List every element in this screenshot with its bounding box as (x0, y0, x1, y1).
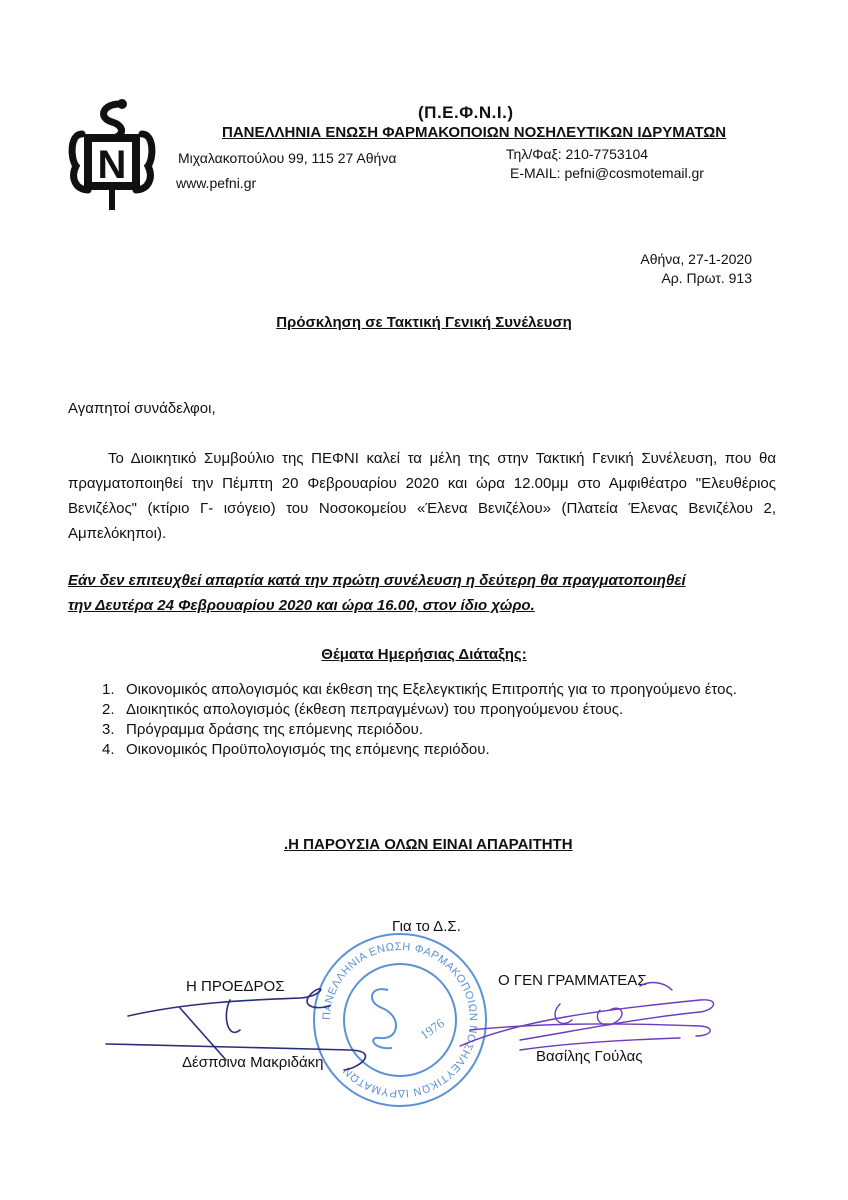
org-name: ΠΑΝΕΛΛΗΝΙΑ ΕΝΩΣΗ ΦΑΡΜΑΚΟΠΟΙΩΝ ΝΟΣΗΛΕΥΤΙΚΩΝ ΙΔΡΥΜΑΤΩΝ (222, 124, 727, 141)
agenda-item-text: Οικονομικός απολογισμός και έκθεση της Εξελεγκτικής Επιτροπής για το προηγούμενο έτος. (126, 681, 737, 698)
agenda-item-text: Διοικητικός απολογισμός (έκθεση πεπραγμένων) του προηγούμενου έτους. (126, 701, 624, 718)
agenda-item (92, 680, 776, 699)
svg-text:ΠΑΝΕΛΛΗΝΙΑ ΕΝΩΣΗ ΦΑΡΜΑΚΟΠΟΙΩΝ (321, 941, 479, 1099)
invitation-body (68, 446, 776, 546)
president-name: Δέσποινα Μακριδάκη (182, 1054, 324, 1071)
secretary-signature (460, 983, 714, 1050)
stamp-text: ΠΑΝΕΛΛΗΝΙΑ ΕΝΩΣΗ ΦΑΡΜΑΚΟΠΟΙΩΝ ΝΟΣΗΛΕΥΤΙΚΩΝ ΙΔΡΥΜΑΤΩΝ (320, 940, 480, 1100)
stamp-year: 1976 (417, 1015, 448, 1043)
protocol-number: Αρ. Πρωτ. 913 (661, 270, 752, 286)
org-website[interactable]: www.pefni.gr (176, 175, 257, 191)
letter-date: Αθήνα, 27-1-2020 (640, 251, 752, 267)
agenda-item-text: Πρόγραμμα δράσης της επόμενης περιόδου. (126, 721, 424, 738)
agenda-item-number: 3. (102, 721, 115, 738)
org-abbreviation: (Π.Ε.Φ.Ν.Ι.) (418, 103, 514, 122)
quorum-line-2: την Δευτέρα 24 Φεβρουαρίου 2020 και ώρα 16.00, στον ίδιο χώρο. (68, 597, 535, 614)
notice-prefix: . (284, 836, 289, 853)
document-title: Πρόσκληση σε Τακτική Γενική Συνέλευση (276, 314, 572, 331)
agenda-item (92, 740, 776, 759)
agenda-item (92, 720, 776, 739)
agenda-item-number: 1. (102, 681, 115, 698)
date-block (640, 250, 752, 288)
agenda-title: Θέματα Ημερήσιας Διάταξης: (321, 646, 527, 663)
quorum-line-1: Εάν δεν επιτευχθεί απαρτία κατά την πρώτη συνέλευση η δεύτερη θα πραγματοποιηθεί (68, 572, 686, 589)
secretary-role: Ο ΓΕΝ ΓΡΑΜΜΑΤΕΑΣ (498, 972, 647, 989)
invitation-paragraph: Το Διοικητικό Συμβούλιο της ΠΕΦΝΙ καλεί τα μέλη της στην Τακτική Γενική Συνέλευση, που θα πραγματοποιηθεί την Πέμπτη 20 Φεβρουαρίου 2020 και ώρα 12.00μμ στο Αμφιθέατρο "Ελευθέριος Βενιζέλος" (κτίριο Γ- ισόγειο) του Νοσοκομείου «Έλενα Βενιζέλου» (Πλατεία Έλενας Βενιζέλου 2, Αμπελόκηποι). (68, 450, 776, 542)
agenda-list (92, 680, 776, 760)
agenda-item-text: Οικονομικός Προϋπολογισμός της επόμενης περιόδου. (126, 741, 490, 758)
agenda-item-number: 2. (102, 701, 115, 718)
org-address: Μιχαλακοπούλου 99, 115 27 Αθήνα (178, 150, 397, 166)
notice-text: Η ΠΑΡΟΥΣΙΑ ΟΛΩΝ ΕΙΝΑΙ ΑΠΑΡΑΙΤΗΤΗ (288, 836, 573, 853)
org-phone: Τηλ/Φαξ: 210-7753104 (506, 146, 649, 162)
quorum-notice (68, 568, 784, 618)
agenda-item (92, 700, 776, 719)
for-board-label: Για το Δ.Σ. (392, 918, 461, 935)
secretary-name: Βασίλης Γούλας (536, 1048, 643, 1065)
attendance-notice (284, 836, 573, 853)
president-role: Η ΠΡΟΕΔΡΟΣ (186, 978, 285, 995)
greeting: Αγαπητοί συνάδελφοι, (68, 400, 216, 417)
pefni-logo (62, 94, 162, 214)
logo-letter: N (97, 143, 127, 187)
agenda-item-number: 4. (102, 741, 115, 758)
org-email[interactable]: E-MAIL: pefni@cosmotemail.gr (510, 165, 704, 181)
